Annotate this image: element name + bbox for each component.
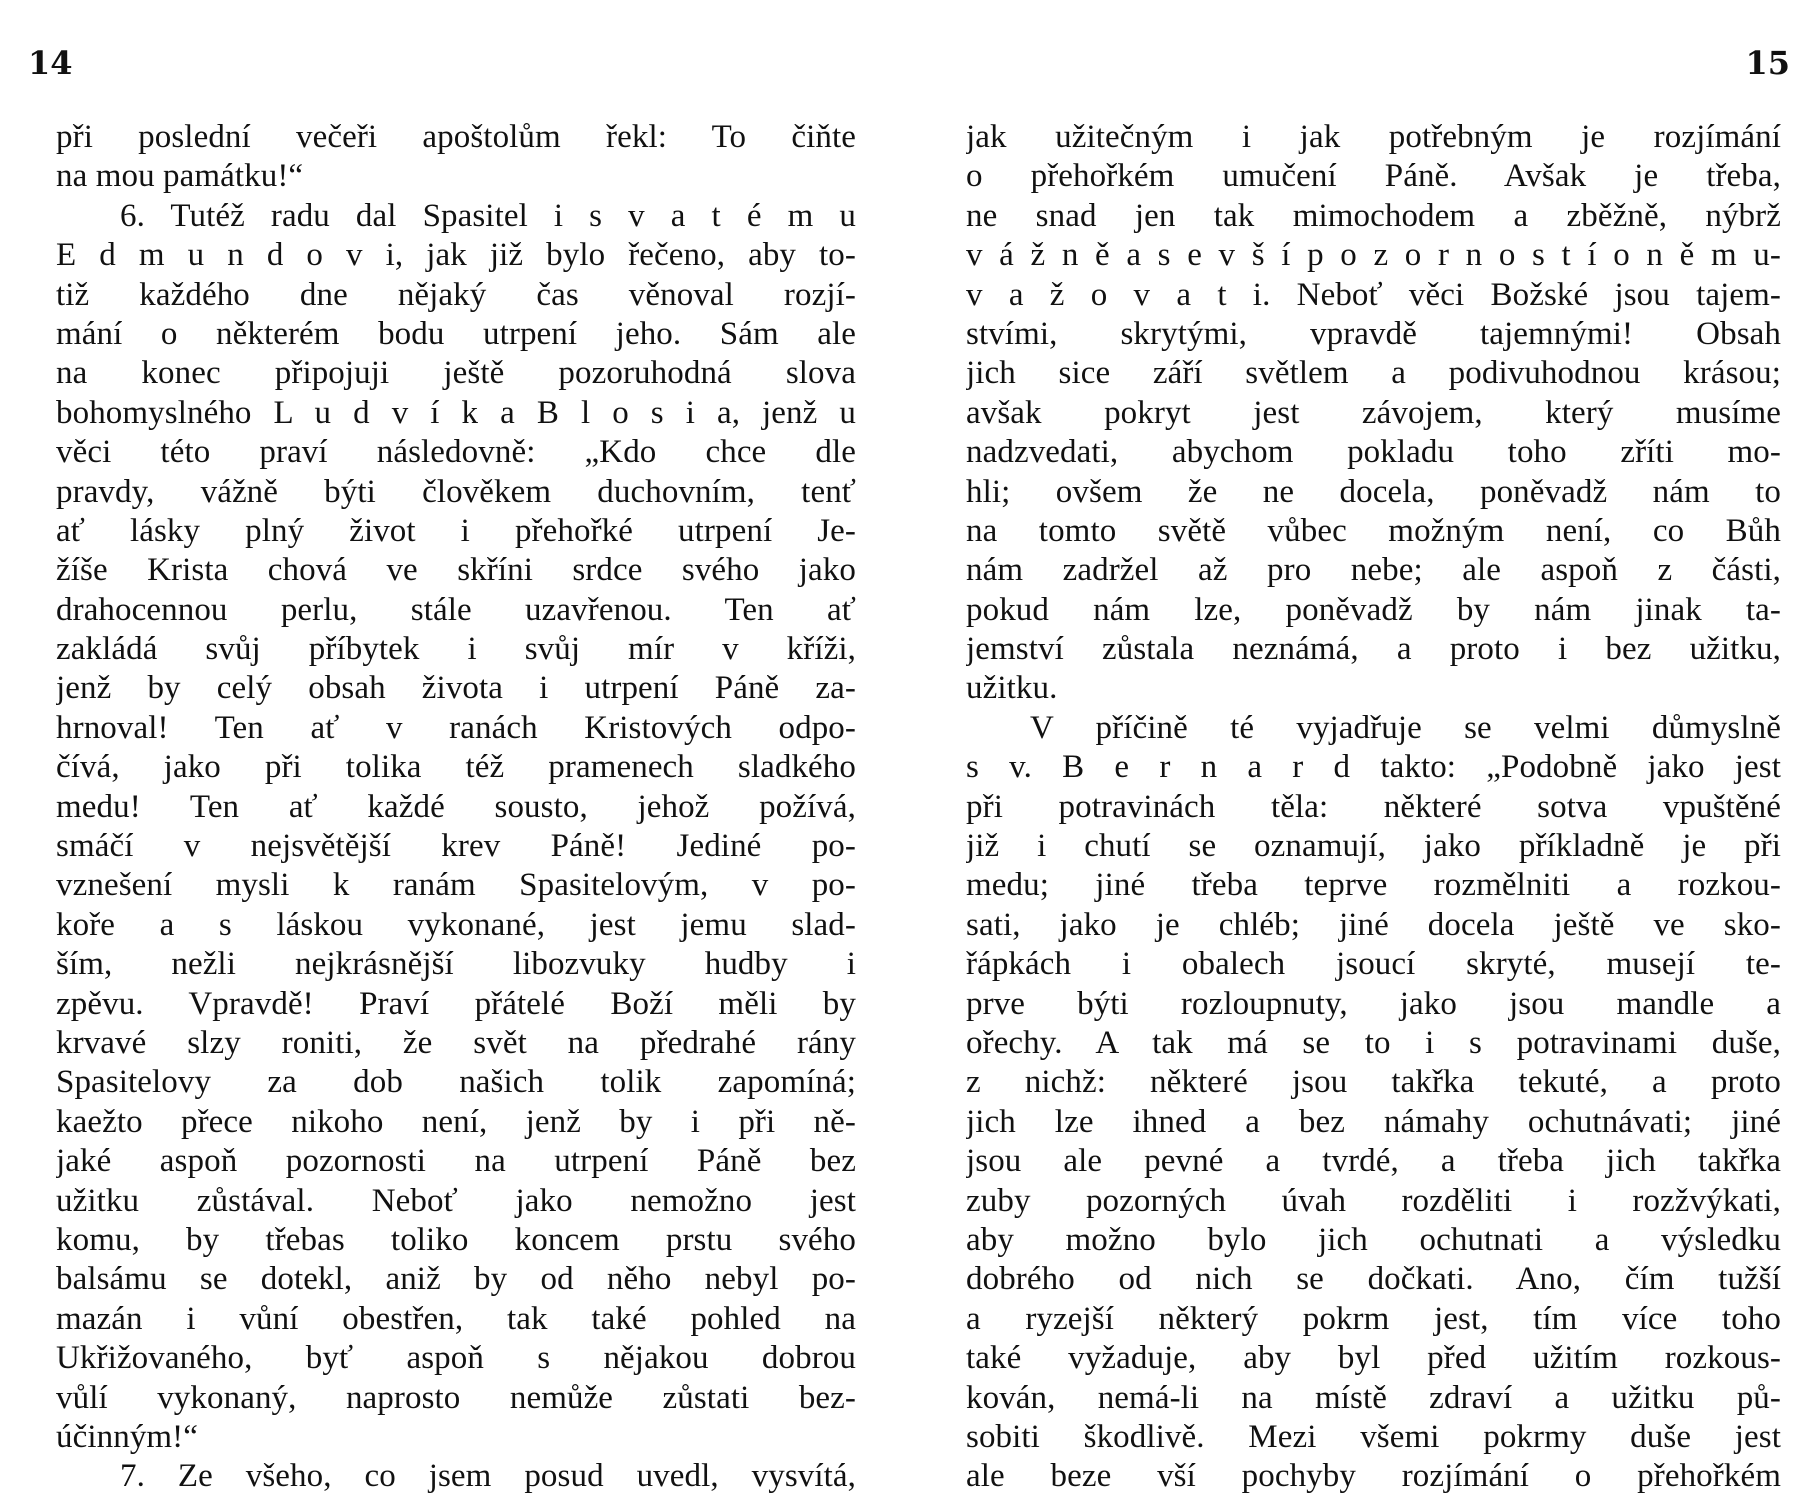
text-line: ale beze vší pochyby rozjímání o přehořkém <box>966 1458 1781 1495</box>
text-line: účinným!“ <box>56 1418 199 1455</box>
text-line: kaežto přece nikoho není, jenž by i při ně- <box>56 1103 856 1140</box>
text-line: pokud nám lze, poněvadž by nám jinak ta- <box>966 591 1781 628</box>
right-page <box>901 0 1802 1500</box>
text-line: v a ž o v a t i. Neboť věci Božské jsou tajem- <box>966 276 1781 313</box>
text-line: na mou památku!“ <box>56 158 304 195</box>
text-body <box>56 118 856 1497</box>
text-line: kován, nemá-li na místě zdraví a užitku pů- <box>966 1379 1781 1416</box>
text-line: jich sice září světlem a podivuhodnou krásou; <box>966 355 1781 392</box>
text-line: 6. Tutéž radu dal Spasitel i s v a t é m u <box>120 197 856 234</box>
text-line: sati, jako je chléb; jiné docela ještě ve sko- <box>966 906 1781 943</box>
text-line: pravdy, vážně býti člověkem duchovním, tenť <box>56 473 856 510</box>
text-line: drahocennou perlu, stále uzavřenou. Ten ať <box>56 591 856 628</box>
page-number: 14 <box>28 44 73 82</box>
text-line: bohomyslného L u d v í k a B l o s i a, jenž u <box>56 394 856 431</box>
text-line: prve býti rozloupnuty, jako jsou mandle a <box>966 985 1781 1022</box>
text-line: ořechy. A tak má se to i s potravinami duše, <box>966 1024 1781 1061</box>
text-line: jenž by celý obsah života i utrpení Páně za- <box>56 670 856 707</box>
text-line: řápkách i obalech jsoucí skryté, musejí te- <box>966 946 1781 983</box>
text-line: jak užitečným i jak potřebným je rozjímání <box>966 119 1781 155</box>
text-line: medu; jiné třeba teprve rozmělniti a rozkou- <box>966 867 1781 904</box>
text-line: avšak pokryt jest závojem, který musíme <box>966 394 1781 431</box>
text-line: vůlí vykonaný, naprosto nemůže zůstati bez- <box>56 1379 856 1416</box>
text-line: užitku. <box>966 670 1058 707</box>
text-line: při potravinách těla: některé sotva vpuštěné <box>966 788 1781 825</box>
text-line: ne snad jen tak mimochodem a zběžně, nýbrž <box>966 197 1781 234</box>
text-line: také vyžaduje, aby byl před užitím rozkous- <box>966 1340 1781 1377</box>
text-line: mání o některém bodu utrpení jeho. Sám ale <box>56 315 856 352</box>
text-line: V příčině té vyjadřuje se velmi důmyslně <box>1030 709 1781 746</box>
text-line: z nichž: některé jsou takřka tekuté, a proto <box>966 1064 1781 1101</box>
text-line: hli; ovšem že ne docela, poněvadž nám to <box>966 473 1781 510</box>
text-line: Spasitelovy za dob našich tolik zapomíná; <box>56 1064 856 1101</box>
text-line: jich lze ihned a bez námahy ochutnávati; jiné <box>966 1103 1781 1140</box>
text-line: 7. Ze všeho, co jsem posud uvedl, vysvítá, <box>120 1458 856 1495</box>
text-line: aby možno bylo jich ochutnati a výsledku <box>966 1221 1781 1258</box>
text-line: koře a s láskou vykonané, jest jemu slad- <box>56 906 856 943</box>
text-line: Ukřižovaného, byť aspoň s nějakou dobrou <box>56 1340 856 1377</box>
text-line: na tomto světě vůbec možným není, co Bůh <box>966 512 1781 549</box>
text-line: nám zadržel až pro nebe; ale aspoň z části, <box>966 552 1781 589</box>
text-line: jaké aspoň pozornosti na utrpení Páně bez <box>56 1143 856 1180</box>
text-line: nadzvedati, abychom pokladu toho zříti mo- <box>966 434 1781 471</box>
text-body <box>966 118 1781 1497</box>
text-line: s v. B e r n a r d takto: „Podobně jako jest <box>966 749 1781 786</box>
text-line: stvími, skrytými, vpravdě tajemnými! Obsah <box>966 315 1781 352</box>
text-line: jemství zůstala neznámá, a proto i bez užitku, <box>966 631 1781 668</box>
text-line: dobrého od nich se dočkati. Ano, čím tužší <box>966 1261 1781 1298</box>
text-line: o přehořkém umučení Páně. Avšak je třeba, <box>966 158 1781 195</box>
text-line: ším, nežli nejkrásnější libozvuky hudby i <box>56 946 856 983</box>
text-line: a ryzejší některý pokrm jest, tím více toho <box>966 1300 1781 1337</box>
text-line: E d m u n d o v i, jak již bylo řečeno, aby to- <box>56 237 856 274</box>
text-line: žíše Krista chová ve skříni srdce svého jako <box>56 552 856 589</box>
text-line: jsou ale pevné a tvrdé, a třeba jich takřka <box>966 1143 1781 1180</box>
text-line: vznešení mysli k ranám Spasitelovým, v po- <box>56 867 856 904</box>
text-line: již i chutí se oznamují, jako příkladně je při <box>966 828 1781 865</box>
text-line: při poslední večeři apoštolům řekl: To čiňte <box>56 119 856 155</box>
text-line: věci této praví následovně: „Kdo chce dle <box>56 434 856 471</box>
text-line: krvavé slzy roniti, že svět na předrahé rány <box>56 1024 856 1061</box>
text-line: ať lásky plný život i přehořké utrpení Je- <box>56 512 856 549</box>
text-line: sobiti škodlivě. Mezi všemi pokrmy duše jest <box>966 1418 1781 1455</box>
text-line: medu! Ten ať každé sousto, jehož požívá, <box>56 788 856 825</box>
text-line: tiž každého dne nějaký čas věnoval rozjí- <box>56 276 856 313</box>
text-line: zpěvu. Vpravdě! Praví přátelé Boží měli by <box>56 985 856 1022</box>
text-line: hrnoval! Ten ať v ranách Kristových odpo- <box>56 709 856 746</box>
page-number: 15 <box>1745 44 1790 82</box>
text-line: smáčí v nejsvětější krev Páně! Jediné po- <box>56 828 856 865</box>
text-line: na konec připojuji ještě pozoruhodná slova <box>56 355 856 392</box>
text-line: mazán i vůní obestřen, tak také pohled na <box>56 1300 856 1337</box>
text-line: balsámu se dotekl, aniž by od něho nebyl po- <box>56 1261 856 1298</box>
text-line: zuby pozorných úvah rozděliti i rozžvýkati, <box>966 1182 1781 1219</box>
text-line: užitku zůstával. Neboť jako nemožno jest <box>56 1182 856 1219</box>
text-line: zakládá svůj příbytek i svůj mír v kříži, <box>56 631 856 668</box>
text-line: komu, by třebas toliko koncem prstu svého <box>56 1221 856 1258</box>
text-line: v á ž n ě a s e v š í p o z o r n o s t í o n ě m u- <box>966 237 1781 274</box>
text-line: čívá, jako při tolika též pramenech sladkého <box>56 749 856 786</box>
